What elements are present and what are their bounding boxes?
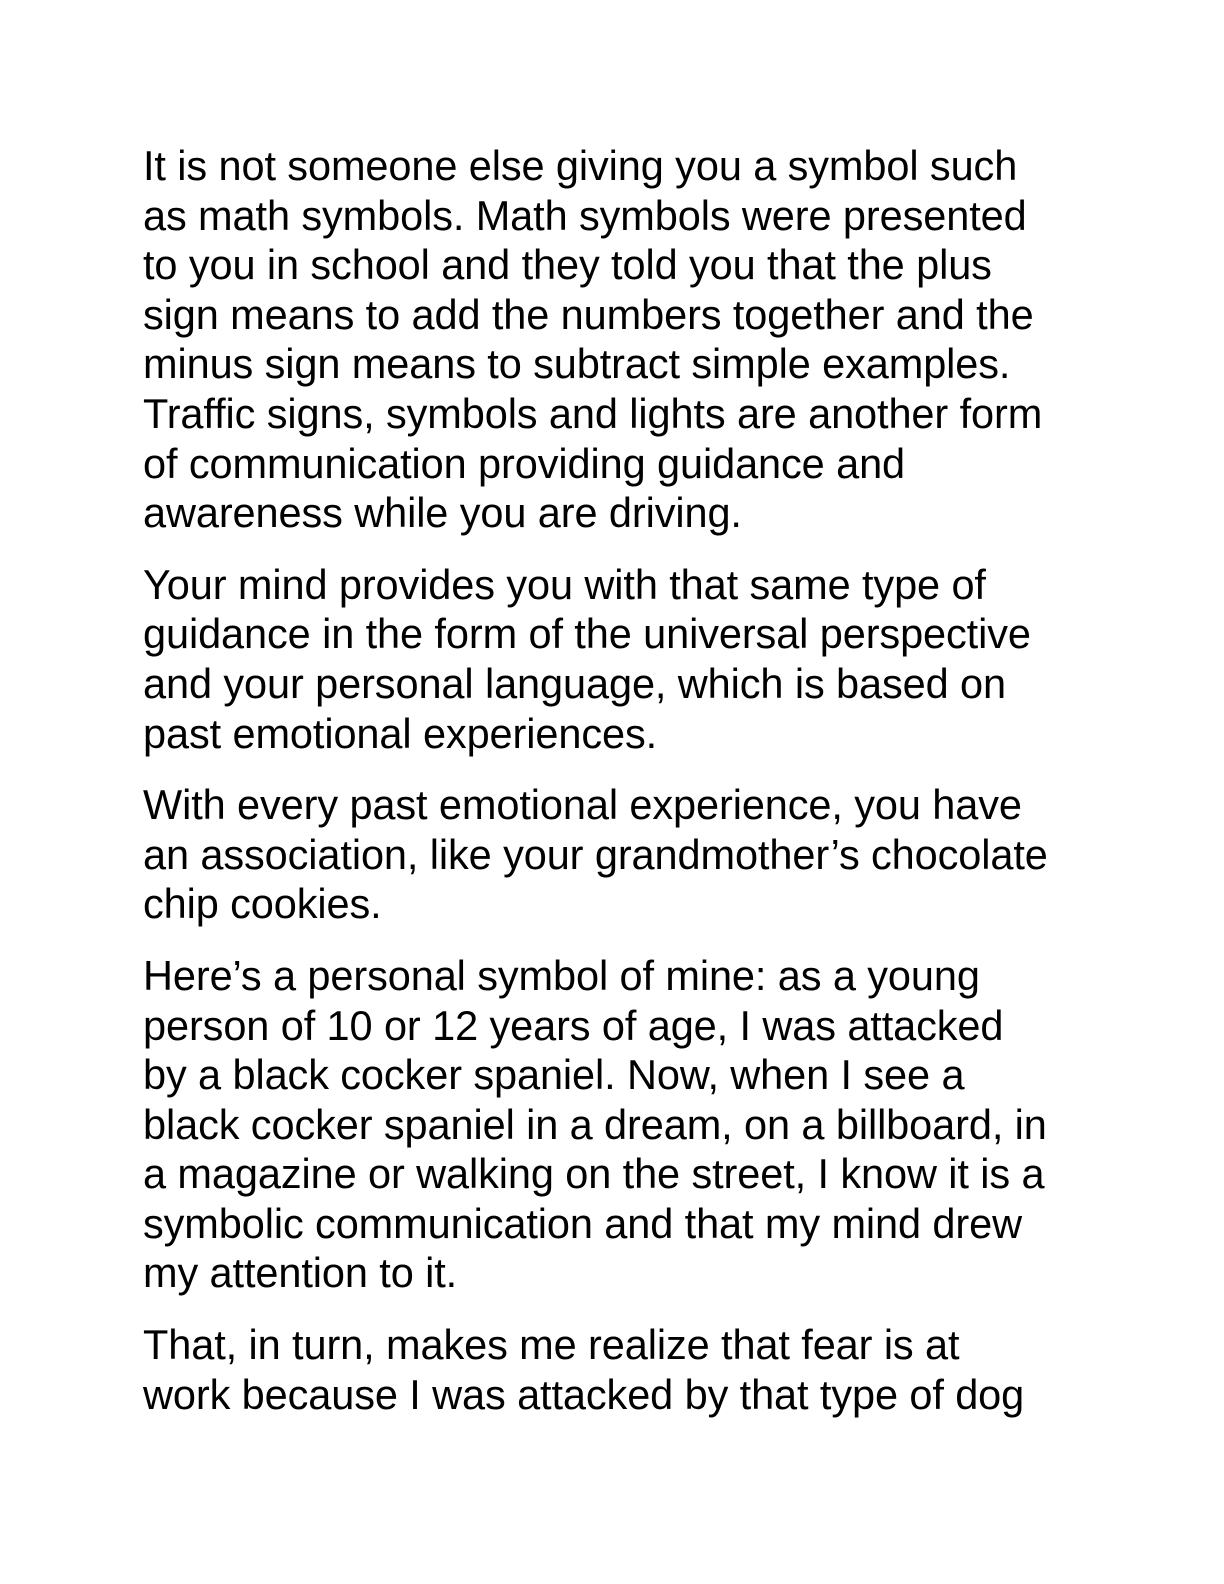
text-line: my attention to it. <box>143 1249 458 1297</box>
text-line: and your personal language, which is based on <box>143 659 1006 707</box>
text-line: work because I was attacked by that type of dog <box>143 1370 1025 1418</box>
text-line: awareness while you are driving. <box>143 489 742 537</box>
text-line: symbolic communication and that my mind drew <box>143 1199 1022 1247</box>
text-line: a magazine or walking on the street, I know it is a <box>143 1150 1045 1198</box>
paragraph-1 <box>143 141 1088 538</box>
text-line: black cocker spaniel in a dream, on a billboard, in <box>143 1100 1047 1148</box>
document-page <box>143 141 1088 1441</box>
text-line: past emotional experiences. <box>143 709 658 757</box>
text-line: That, in turn, makes me realize that fear is at <box>143 1321 960 1369</box>
text-line: chip cookies. <box>143 880 382 928</box>
paragraph-3 <box>143 780 1088 929</box>
text-line: sign means to add the numbers together and the <box>143 290 1034 338</box>
text-line: With every past emotional experience, you have <box>143 781 1022 829</box>
text-line: as math symbols. Math symbols were presented <box>143 191 1027 239</box>
text-line: to you in school and they told you that the plus <box>143 241 992 289</box>
text-line: Here’s a personal symbol of mine: as a young <box>143 951 980 999</box>
paragraph-5 <box>143 1320 1088 1419</box>
text-line: minus sign means to subtract simple examples. <box>143 340 1011 388</box>
text-line: by a black cocker spaniel. Now, when I see a <box>143 1051 965 1099</box>
paragraph-2 <box>143 560 1088 758</box>
text-line: guidance in the form of the universal perspective <box>143 610 1031 658</box>
text-line: Traffic signs, symbols and lights are another form <box>143 389 1043 437</box>
text-line: an association, like your grandmother’s chocolate <box>143 830 1048 878</box>
text-line: of communication providing guidance and <box>143 439 906 487</box>
text-line: person of 10 or 12 years of age, I was attacked <box>143 1001 1004 1049</box>
paragraph-4 <box>143 951 1088 1298</box>
text-line: Your mind provides you with that same type of <box>143 560 986 608</box>
text-line: It is not someone else giving you a symbol such <box>143 142 1018 189</box>
